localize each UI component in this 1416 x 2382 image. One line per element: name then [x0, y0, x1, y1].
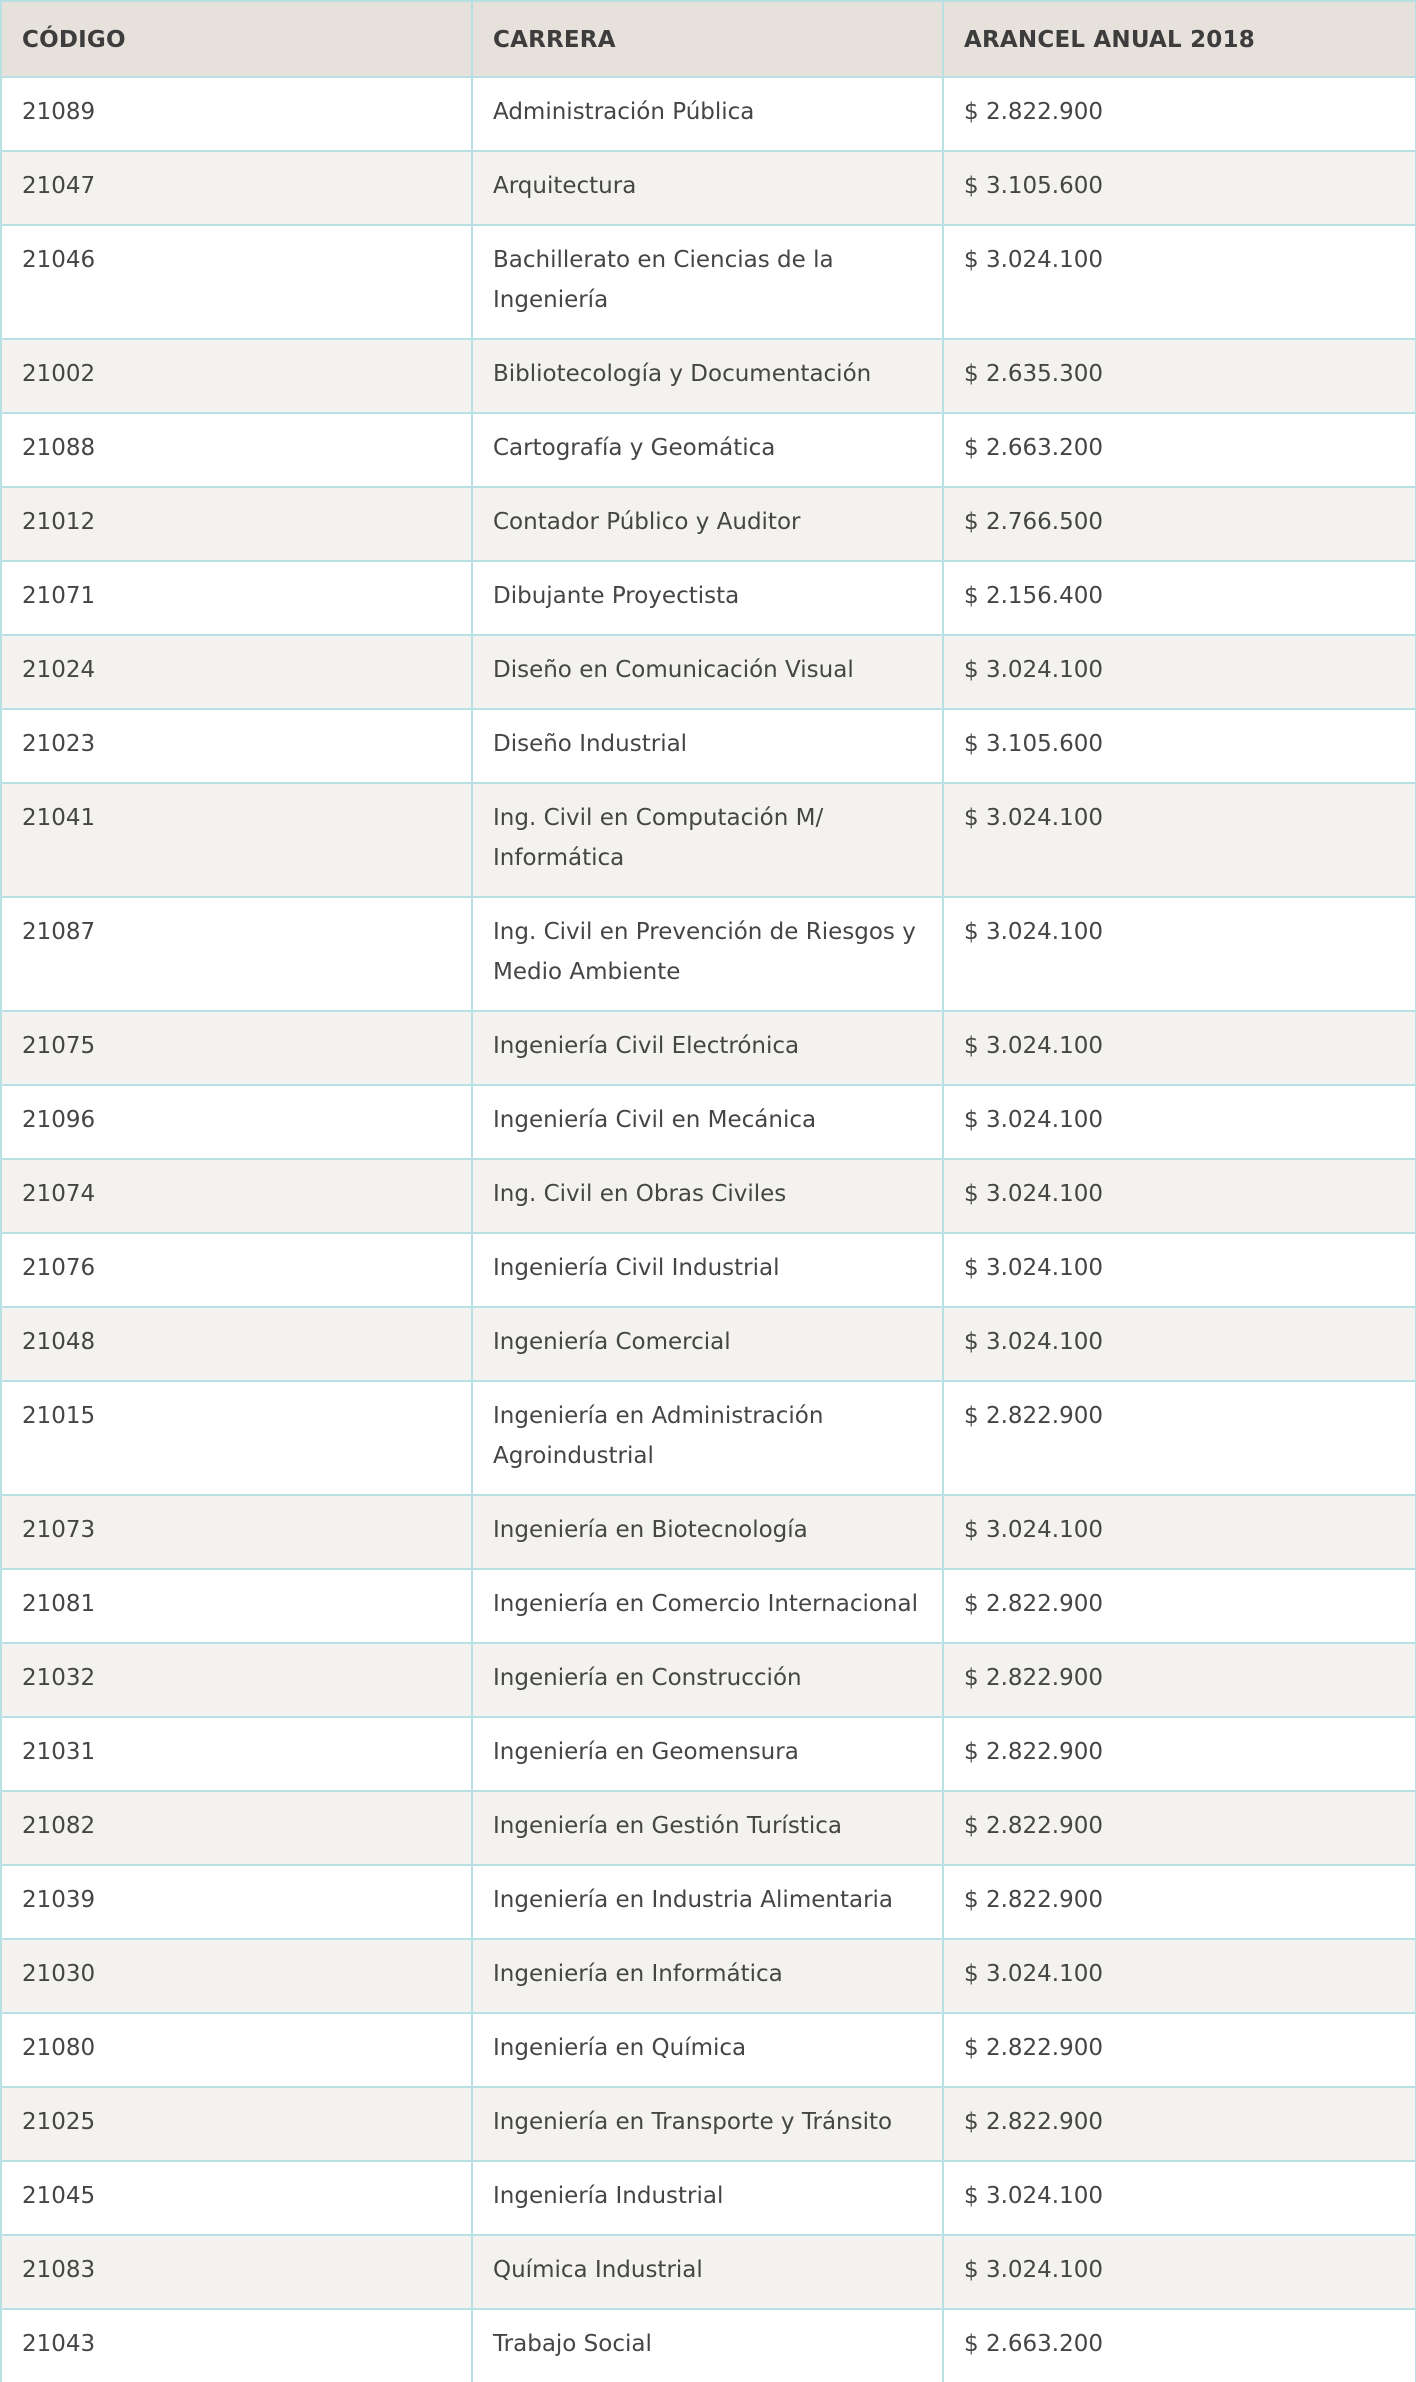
cell-codigo: 21046 — [1, 225, 472, 339]
cell-codigo: 21024 — [1, 635, 472, 709]
table-row — [1, 1939, 1416, 2013]
cell-codigo: 21089 — [1, 77, 472, 151]
table-row — [1, 1643, 1416, 1717]
cell-carrera: Ingeniería en Química — [472, 2013, 943, 2087]
cell-codigo: 21031 — [1, 1717, 472, 1791]
header-arancel: ARANCEL ANUAL 2018 — [943, 1, 1416, 77]
cell-carrera: Ingeniería Civil Industrial — [472, 1233, 943, 1307]
cell-carrera: Ingeniería en Construcción — [472, 1643, 943, 1717]
table-row — [1, 2235, 1416, 2309]
cell-arancel: $ 3.024.100 — [943, 1011, 1416, 1085]
table-row — [1, 487, 1416, 561]
cell-arancel: $ 3.024.100 — [943, 1085, 1416, 1159]
cell-arancel: $ 2.635.300 — [943, 339, 1416, 413]
cell-carrera: Ing. Civil en Obras Civiles — [472, 1159, 943, 1233]
cell-carrera: Ing. Civil en Prevención de Riesgos y Medio Ambiente — [472, 897, 943, 1011]
cell-codigo: 21081 — [1, 1569, 472, 1643]
cell-codigo: 21032 — [1, 1643, 472, 1717]
cell-codigo: 21080 — [1, 2013, 472, 2087]
table-row — [1, 1569, 1416, 1643]
table-row — [1, 413, 1416, 487]
header-row — [1, 1, 1416, 77]
table-row — [1, 1381, 1416, 1495]
cell-codigo: 21030 — [1, 1939, 472, 2013]
cell-carrera: Ingeniería en Biotecnología — [472, 1495, 943, 1569]
cell-carrera: Ingeniería en Informática — [472, 1939, 943, 2013]
cell-arancel: $ 3.105.600 — [943, 709, 1416, 783]
cell-arancel: $ 2.663.200 — [943, 2309, 1416, 2382]
cell-arancel: $ 2.822.900 — [943, 1791, 1416, 1865]
cell-carrera: Bachillerato en Ciencias de la Ingeniería — [472, 225, 943, 339]
cell-carrera: Ingeniería Civil Electrónica — [472, 1011, 943, 1085]
cell-arancel: $ 3.024.100 — [943, 2235, 1416, 2309]
cell-codigo: 21047 — [1, 151, 472, 225]
table-row — [1, 1307, 1416, 1381]
cell-arancel: $ 3.024.100 — [943, 1159, 1416, 1233]
cell-arancel: $ 2.822.900 — [943, 1381, 1416, 1495]
cell-arancel: $ 3.024.100 — [943, 1939, 1416, 2013]
table-row — [1, 77, 1416, 151]
cell-carrera: Diseño en Comunicación Visual — [472, 635, 943, 709]
cell-arancel: $ 3.024.100 — [943, 897, 1416, 1011]
cell-codigo: 21041 — [1, 783, 472, 897]
cell-arancel: $ 2.822.900 — [943, 2013, 1416, 2087]
cell-codigo: 21076 — [1, 1233, 472, 1307]
cell-arancel: $ 3.024.100 — [943, 1233, 1416, 1307]
cell-arancel: $ 2.156.400 — [943, 561, 1416, 635]
cell-arancel: $ 3.024.100 — [943, 1495, 1416, 1569]
table-row — [1, 2013, 1416, 2087]
cell-codigo: 21002 — [1, 339, 472, 413]
table-row — [1, 151, 1416, 225]
cell-carrera: Administración Pública — [472, 77, 943, 151]
table-row — [1, 1791, 1416, 1865]
cell-carrera: Ingeniería en Administración Agroindustrial — [472, 1381, 943, 1495]
cell-carrera: Cartografía y Geomática — [472, 413, 943, 487]
cell-codigo: 21083 — [1, 2235, 472, 2309]
table-row — [1, 2161, 1416, 2235]
table-row — [1, 2309, 1416, 2382]
table-row — [1, 1159, 1416, 1233]
cell-carrera: Ing. Civil en Computación M/ Informática — [472, 783, 943, 897]
cell-codigo: 21082 — [1, 1791, 472, 1865]
cell-codigo: 21045 — [1, 2161, 472, 2235]
cell-codigo: 21012 — [1, 487, 472, 561]
table-row — [1, 561, 1416, 635]
cell-carrera: Dibujante Proyectista — [472, 561, 943, 635]
table-row — [1, 1233, 1416, 1307]
cell-carrera: Ingeniería Comercial — [472, 1307, 943, 1381]
cell-codigo: 21023 — [1, 709, 472, 783]
table-row — [1, 1085, 1416, 1159]
cell-carrera: Trabajo Social — [472, 2309, 943, 2382]
cell-arancel: $ 2.822.900 — [943, 2087, 1416, 2161]
cell-arancel: $ 3.024.100 — [943, 1307, 1416, 1381]
cell-carrera: Química Industrial — [472, 2235, 943, 2309]
cell-codigo: 21088 — [1, 413, 472, 487]
cell-carrera: Ingeniería Industrial — [472, 2161, 943, 2235]
table-row — [1, 1495, 1416, 1569]
cell-carrera: Ingeniería Civil en Mecánica — [472, 1085, 943, 1159]
cell-arancel: $ 3.105.600 — [943, 151, 1416, 225]
table-row — [1, 2087, 1416, 2161]
table-row — [1, 1717, 1416, 1791]
cell-carrera: Diseño Industrial — [472, 709, 943, 783]
table-row — [1, 897, 1416, 1011]
cell-arancel: $ 2.822.900 — [943, 1569, 1416, 1643]
cell-codigo: 21048 — [1, 1307, 472, 1381]
cell-arancel: $ 2.822.900 — [943, 77, 1416, 151]
cell-carrera: Ingeniería en Comercio Internacional — [472, 1569, 943, 1643]
cell-carrera: Bibliotecología y Documentación — [472, 339, 943, 413]
table-row — [1, 1011, 1416, 1085]
table-header — [1, 1, 1416, 77]
table-row — [1, 225, 1416, 339]
cell-codigo: 21015 — [1, 1381, 472, 1495]
table-body — [1, 77, 1416, 2382]
cell-arancel: $ 3.024.100 — [943, 783, 1416, 897]
cell-codigo: 21074 — [1, 1159, 472, 1233]
cell-arancel: $ 2.663.200 — [943, 413, 1416, 487]
header-codigo: CÓDIGO — [1, 1, 472, 77]
cell-codigo: 21087 — [1, 897, 472, 1011]
table-row — [1, 709, 1416, 783]
cell-arancel: $ 3.024.100 — [943, 225, 1416, 339]
table-row — [1, 635, 1416, 709]
cell-carrera: Contador Público y Auditor — [472, 487, 943, 561]
cell-arancel: $ 2.822.900 — [943, 1865, 1416, 1939]
cell-arancel: $ 2.822.900 — [943, 1643, 1416, 1717]
cell-carrera: Arquitectura — [472, 151, 943, 225]
header-carrera: CARRERA — [472, 1, 943, 77]
cell-codigo: 21039 — [1, 1865, 472, 1939]
cell-codigo: 21071 — [1, 561, 472, 635]
cell-codigo: 21025 — [1, 2087, 472, 2161]
cell-carrera: Ingeniería en Gestión Turística — [472, 1791, 943, 1865]
cell-carrera: Ingeniería en Industria Alimentaria — [472, 1865, 943, 1939]
cell-carrera: Ingeniería en Geomensura — [472, 1717, 943, 1791]
table-row — [1, 783, 1416, 897]
cell-arancel: $ 2.766.500 — [943, 487, 1416, 561]
cell-codigo: 21073 — [1, 1495, 472, 1569]
cell-arancel: $ 2.822.900 — [943, 1717, 1416, 1791]
cell-codigo: 21075 — [1, 1011, 472, 1085]
cell-arancel: $ 3.024.100 — [943, 635, 1416, 709]
cell-arancel: $ 3.024.100 — [943, 2161, 1416, 2235]
cell-carrera: Ingeniería en Transporte y Tránsito — [472, 2087, 943, 2161]
table-row — [1, 1865, 1416, 1939]
cell-codigo: 21096 — [1, 1085, 472, 1159]
cell-codigo: 21043 — [1, 2309, 472, 2382]
table-row — [1, 339, 1416, 413]
